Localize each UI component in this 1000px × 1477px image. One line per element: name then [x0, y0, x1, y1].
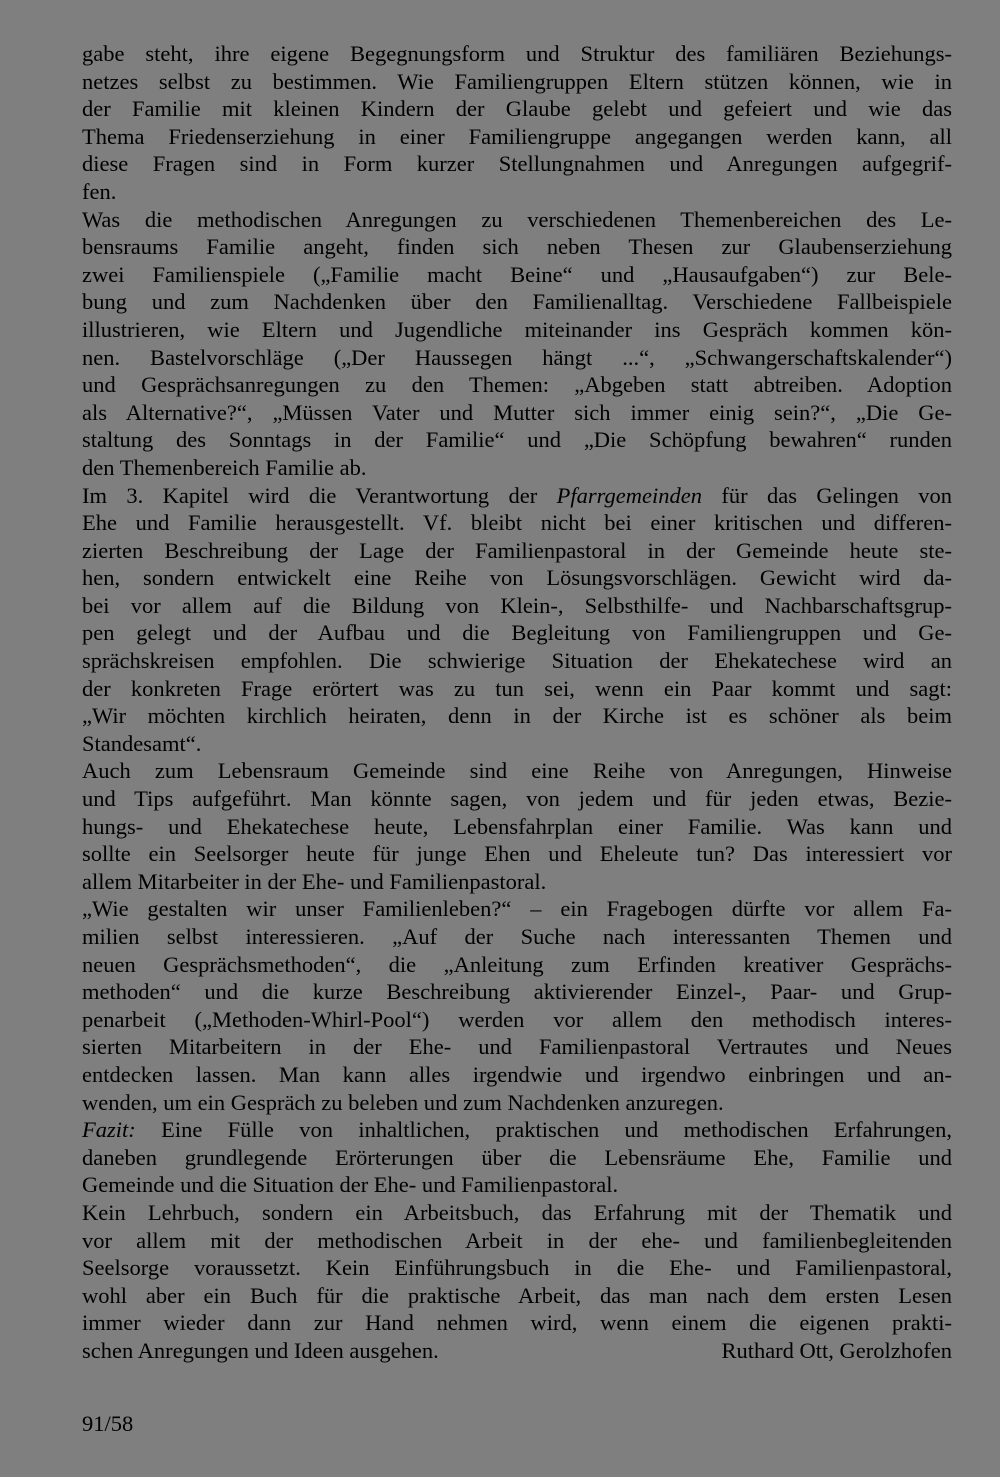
text-line: zwei Familienspiele („Familie macht Beine“ und „Hausaufgaben“) zur Bele- — [82, 261, 952, 287]
paragraph-4 — [82, 757, 952, 895]
text-line: Gemeinde und die Situation der Ehe- und Familienpastoral. — [82, 1172, 619, 1198]
text-segment: Im 3. Kapitel wird die Verantwortung der — [82, 482, 557, 508]
text-line: allem Mitarbeiter in der Ehe- und Familienpastoral. — [82, 868, 547, 894]
text-line: sprächskreisen empfohlen. Die schwierige Situation der Ehekatechese wird an — [82, 648, 952, 674]
paragraph-2 — [82, 206, 952, 482]
text-line: Seelsorge voraussetzt. Kein Einführungsbuch in die Ehe- und Familienpastoral, — [82, 1255, 952, 1281]
text-segment: für das Gelingen von — [701, 482, 952, 508]
paragraph-1 — [82, 40, 952, 206]
text-line: staltung des Sonntags in der Familie“ und „Die Schöpfung bewahren“ runden — [82, 427, 952, 453]
text-line: bung und zum Nachdenken über den Familienalltag. Verschiedene Fallbeispiele — [82, 289, 952, 315]
review-text-body — [82, 40, 952, 1365]
text-line: methoden“ und die kurze Beschreibung aktivierender Einzel-, Paar- und Grup- — [82, 979, 952, 1005]
text-line: pen gelegt und der Aufbau und die Begleitung von Familiengruppen und Ge- — [82, 620, 952, 646]
text-line: Standesamt“. — [82, 730, 202, 756]
text-line: Kein Lehrbuch, sondern ein Arbeitsbuch, das Erfahrung mit der Thematik und — [82, 1199, 952, 1225]
paragraph-6 — [82, 1116, 952, 1199]
text-line: wohl aber ein Buch für die praktische Arbeit, das man nach dem ersten Lesen — [82, 1282, 952, 1308]
paragraph-5 — [82, 895, 952, 1116]
text-line: entdecken lassen. Man kann alles irgendwie und irgendwo einbringen und an- — [82, 1061, 952, 1087]
text-line: bensraums Familie angeht, finden sich neben Thesen zur Glaubenserziehung — [82, 234, 952, 260]
text-line: der konkreten Frage erörtert was zu tun sei, wenn ein Paar kommt und sagt: — [82, 675, 952, 701]
text-line: gabe steht, ihre eigene Begegnungsform und Struktur des familiären Beziehungs- — [82, 41, 952, 66]
text-line: netzes selbst zu bestimmen. Wie Familiengruppen Eltern stützen können, wie in — [82, 68, 952, 94]
text-line — [82, 1116, 952, 1144]
text-line: hen, sondern entwickelt eine Reihe von Lösungsvorschlägen. Gewicht wird da- — [82, 565, 952, 591]
text-segment: Eine Fülle von inhaltlichen, praktischen und methodischen Erfahrungen, — [135, 1117, 952, 1143]
text-line: schen Anregungen und Ideen ausgehen. — [82, 1337, 439, 1363]
text-line: sollte ein Seelsorger heute für junge Ehen und Eheleute tun? Das interessiert vor — [82, 841, 952, 867]
reviewer-signature: Ruthard Ott, Gerolzhofen — [721, 1337, 952, 1363]
text-line: Auch zum Lebensraum Gemeinde sind eine Reihe von Anregungen, Hinweise — [82, 758, 952, 784]
text-line: sierten Mitarbeitern in der Ehe- und Familienpastoral Vertrautes und Neues — [82, 1034, 952, 1060]
text-line: daneben grundlegende Erörterungen über die Lebensräume Ehe, Familie und — [82, 1144, 952, 1170]
text-line: Thema Friedenserziehung in einer Familiengruppe angegangen werden kann, all — [82, 123, 952, 149]
paragraph-3 — [82, 482, 952, 758]
text-line: fen. — [82, 178, 117, 204]
italic-term: Fazit: — [82, 1117, 136, 1143]
text-line: vor allem mit der methodischen Arbeit in der ehe- und familienbegleitenden — [82, 1227, 952, 1253]
text-line: „Wie gestalten wir unser Familienleben?“ – ein Fragebogen dürfte vor allem Fa- — [82, 896, 952, 922]
text-line: illustrieren, wie Eltern und Jugendliche miteinander ins Gespräch kommen kön- — [82, 316, 952, 342]
text-line: und Tips aufgeführt. Man könnte sagen, von jedem und für jeden etwas, Bezie- — [82, 786, 952, 812]
paragraph-7 — [82, 1199, 952, 1365]
page-reference: 91/58 — [82, 1411, 134, 1436]
text-line: milien selbst interessieren. „Auf der Suche nach interessanten Themen und — [82, 924, 952, 949]
italic-term: Pfarrgemeinden — [556, 482, 702, 508]
text-line: hungs- und Ehekatechese heute, Lebensfahrplan einer Familie. Was kann und — [82, 813, 952, 839]
text-line: penarbeit („Methoden-Whirl-Pool“) werden vor allem den methodisch interes- — [82, 1006, 952, 1032]
text-line: Was die methodischen Anregungen zu verschiedenen Themenbereichen des Le- — [82, 206, 952, 232]
text-line: der Familie mit kleinen Kindern der Glaube gelebt und gefeiert und wie das — [82, 96, 952, 122]
text-line: und Gesprächsanregungen zu den Themen: „Abgeben statt abtreiben. Adoption — [82, 372, 952, 398]
text-line: Ehe und Familie herausgestellt. Vf. bleibt nicht bei einer kritischen und differen- — [82, 510, 952, 536]
text-line: nen. Bastelvorschläge („Der Haussegen hängt ...“, „Schwangerschaftskalender“) — [82, 344, 952, 370]
text-line: als Alternative?“, „Müssen Vater und Mutter sich immer einig sein?“, „Die Ge- — [82, 399, 952, 425]
text-line: den Themenbereich Familie ab. — [82, 454, 367, 480]
closing-line — [82, 1337, 952, 1365]
text-line: wenden, um ein Gespräch zu beleben und zum Nachdenken anzuregen. — [82, 1089, 724, 1115]
text-line: diese Fragen sind in Form kurzer Stellungnahmen und Anregungen aufgegrif- — [82, 151, 952, 177]
text-line: „Wir möchten kirchlich heiraten, denn in der Kirche ist es schöner als beim — [82, 703, 952, 729]
text-line: bei vor allem auf die Bildung von Klein-, Selbsthilfe- und Nachbarschaftsgrup- — [82, 592, 952, 618]
text-line: immer wieder dann zur Hand nehmen wird, wenn einem die eigenen prakti- — [82, 1310, 952, 1336]
text-line — [82, 482, 952, 510]
text-line: zierten Beschreibung der Lage der Familienpastoral in der Gemeinde heute ste- — [82, 537, 952, 563]
text-line: neuen Gesprächsmethoden“, die „Anleitung zum Erfinden kreativer Gesprächs- — [82, 951, 952, 977]
